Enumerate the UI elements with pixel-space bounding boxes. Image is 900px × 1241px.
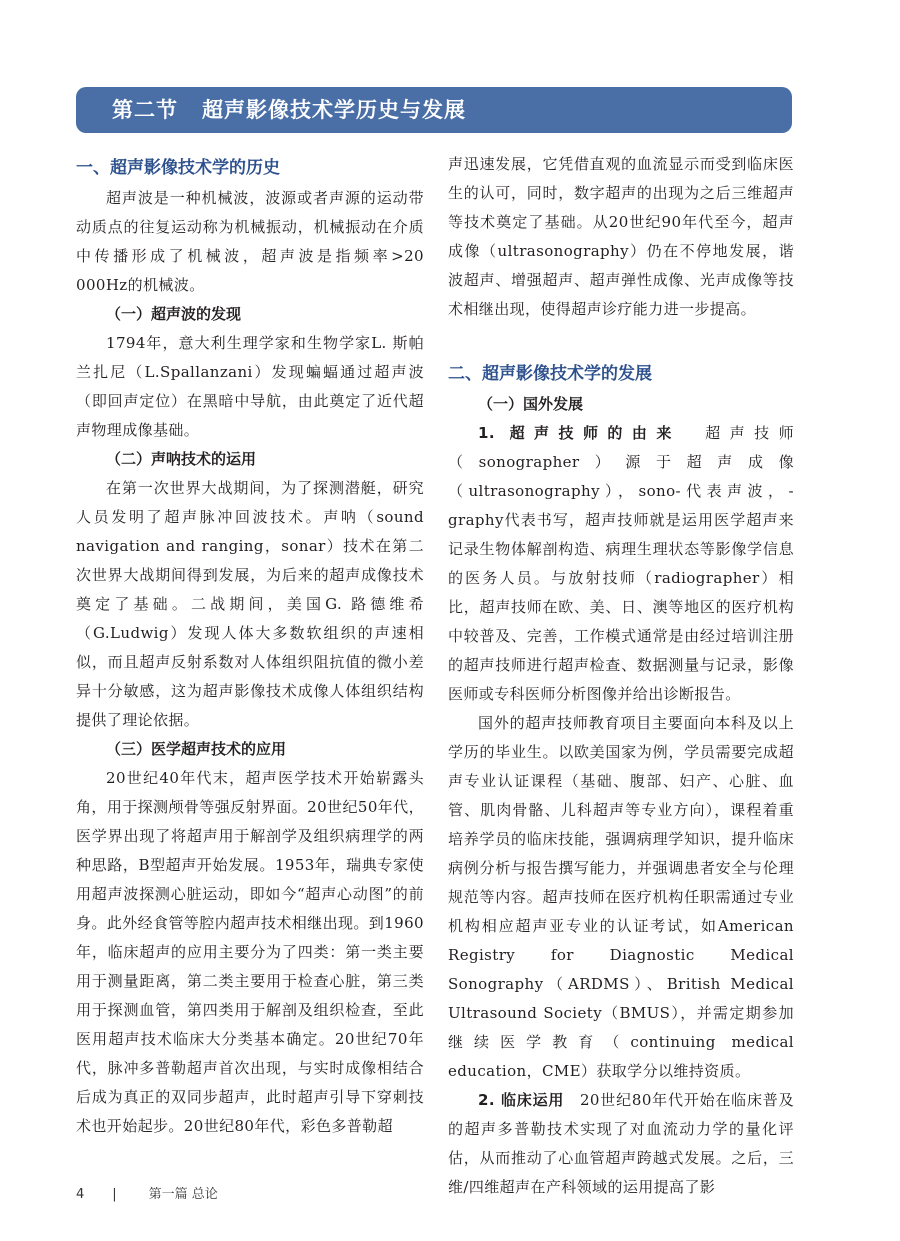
sonar-paragraph: 在第一次世界大战期间，为了探测潜艇，研究人员发明了超声脉冲回波技术。声呐（sound navigation and ranging，sonar）技术在第二次世界大战期间得到发展，为后来的超声成像技术奠定了基础。二战期间，美国G. 路德维希（G.Ludwig）发现人体大多数软组织的声速相似，而且超声反射系数对人体组织阻抗值的微小差异十分敏感，这为超声影像技术成像人体组织结构提供了理论依据。 <box>76 479 424 729</box>
sonographer-origin-text: 超声技师（sonographer）源于超声成像（ultrasonography），sono-代表声波，-graphy代表书写，超声技师就是运用医学超声来记录生物体解剖构造、病理生理状态等影像学信息的医务人员。与放射技师（radiographer）相比，超声技师在欧、美、日、澳等地区的医疗机构中较普及、完善，工作模式通常是由经过培训注册的超声技师进行超声检查、数据测量与记录，影像医师或专科医师分析图像并给出诊断报告。 <box>448 424 794 703</box>
clinical-use-text: 20世纪80年代开始在临床普及的超声多普勒技术实现了对血流动力学的量化评估，从而推动了心血管超声跨越式发展。之后，三维/四维超声在产科领域的运用提高了影 <box>448 1091 794 1196</box>
subheading-sonar: （二）声呐技术的运用 <box>106 450 257 468</box>
footer-separator: | <box>112 1187 117 1202</box>
heading-development: 二、超声影像技术学的发展 <box>448 364 652 384</box>
heading-history: 一、超声影像技术学的历史 <box>76 158 280 178</box>
runin-clinical-use: 2. 临床运用 <box>478 1091 565 1109</box>
section-banner <box>76 87 792 133</box>
section-number: 第二节 <box>112 98 178 122</box>
runin-sonographer-origin: 1. 超声技师的由来 <box>478 424 681 442</box>
section-title-text: 超声影像技术学历史与发展 <box>202 98 466 122</box>
part-label: 第一篇 总论 <box>148 1187 218 1202</box>
discovery-paragraph: 1794年，意大利生理学家和生物学家L. 斯帕兰扎尼（L.Spallanzani）发现蝙蝠通过超声波（即回声定位）在黑暗中导航，由此奠定了近代超声物理成像基础。 <box>76 334 424 439</box>
subheading-medical-application: （三）医学超声技术的应用 <box>106 740 287 758</box>
sonographer-origin-paragraph <box>448 419 794 709</box>
section-title <box>112 87 466 133</box>
continued-paragraph: 声迅速发展，它凭借直观的血流显示而受到临床医生的认可，同时，数字超声的出现为之后三维超声等技术奠定了基础。从20世纪90年代至今，超声成像（ultrasonography）仍在不停地发展，谐波超声、增强超声、超声弹性成像、光声成像等技术相继出现，使得超声诊疗能力进一步提高。 <box>448 155 794 318</box>
right-column <box>448 150 794 1202</box>
page-footer <box>76 1183 218 1202</box>
medical-application-paragraph: 20世纪40年代末，超声医学技术开始崭露头角，用于探测颅骨等强反射界面。20世纪50年代，医学界出现了将超声用于解剖学及组织病理学的两种思路，B型超声开始发展。1953年，瑞典专家使用超声波探测心脏运动，即如今“超声心动图”的前身。此外经食管等腔内超声技术相继出现。到1960年，临床超声的应用主要分为了四类：第一类主要用于测量距离，第二类主要用于检查心脏，第三类用于探测血管，第四类用于解剖及组织检查，至此医用超声技术临床大分类基本确定。20世纪70年代，脉冲多普勒超声首次出现，与实时成像相结合后成为真正的双同步超声，此时超声引导下穿刺技术也开始起步。20世纪80年代，彩色多普勒超 <box>76 769 424 1135</box>
intro-paragraph: 超声波是一种机械波，波源或者声源的运动带动质点的往复运动称为机械振动，机械振动在介质中传播形成了机械波，超声波是指频率>20 000Hz的机械波。 <box>76 189 424 294</box>
clinical-use-paragraph <box>448 1086 794 1202</box>
subheading-foreign-development: （一）国外发展 <box>478 395 584 413</box>
education-paragraph: 国外的超声技师教育项目主要面向本科及以上学历的毕业生。以欧美国家为例，学员需要完成超声专业认证课程（基础、腹部、妇产、心脏、血管、肌肉骨骼、儿科超声等专业方向），课程着重培养学员的临床技能，强调病理学知识，提升临床病例分析与报告撰写能力，并强调患者安全与伦理规范等内容。超声技师在医疗机构任职需通过专业机构相应超声亚专业的认证考试，如American Registry for Diagnostic Medical Sonography（ARDMS）、British Medical Ultrasound Society（BMUS），并需定期参加继续医学教育（continuing medical education，CME）获取学分以维持资质。 <box>448 714 794 1080</box>
page-number: 4 <box>76 1187 85 1202</box>
subheading-discovery: （一）超声波的发现 <box>106 305 242 323</box>
left-column <box>76 150 424 1141</box>
